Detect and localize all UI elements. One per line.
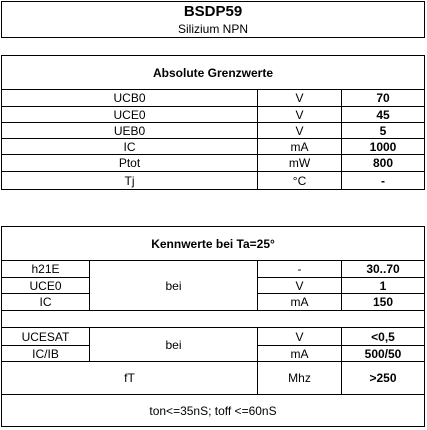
value-cell: 45 (376, 107, 390, 122)
divider (2, 310, 424, 311)
ft-unit-cell: Mhz (288, 371, 311, 385)
value-cell: 5 (379, 123, 387, 138)
header-block (1, 1, 425, 38)
value-cell: <0,5 (371, 329, 395, 344)
param-cell: UCE0 (113, 107, 146, 122)
unit-cell: V (295, 107, 304, 122)
param-cell: IC/IB (32, 346, 59, 361)
param-cell: h21E (31, 262, 60, 276)
value-cell: 70 (376, 91, 390, 105)
value-cell: 150 (372, 295, 394, 309)
ft-param-cell: fT (124, 371, 135, 385)
part-title: BSDP59 (183, 3, 243, 20)
param-cell: IC (39, 295, 52, 309)
param-cell: UCB0 (113, 91, 146, 105)
characteristics-title: Kennwerte bei Ta=25° (151, 236, 275, 251)
value-cell: 500/50 (364, 346, 402, 361)
unit-cell: mA (290, 295, 309, 309)
unit-cell: mW (288, 156, 311, 170)
param-cell: Tj (124, 173, 135, 188)
param-cell: IC (123, 139, 136, 154)
condition-cell: bei (165, 337, 182, 352)
param-cell: UCE0 (29, 278, 62, 293)
absolute-ratings-table (1, 55, 425, 190)
unit-cell: V (295, 91, 304, 105)
unit-cell: V (295, 329, 304, 344)
unit-cell: V (295, 123, 304, 138)
unit-cell: mA (290, 139, 309, 154)
value-cell: 1 (379, 278, 387, 293)
unit-cell: V (295, 278, 304, 293)
unit-cell: - (297, 262, 302, 276)
value-cell: 800 (372, 156, 394, 170)
unit-cell: °C (292, 173, 307, 188)
switching-times-note: ton<=35nS; toff <=60nS (149, 403, 277, 418)
condition-cell: bei (165, 278, 182, 293)
part-subtitle: Silizium NPN (177, 21, 248, 36)
absolute-ratings-title: Absolute Grenzwerte (152, 66, 274, 80)
param-cell: Ptot (118, 156, 141, 170)
param-cell: UCESAT (21, 329, 70, 344)
characteristics-table (1, 226, 425, 427)
value-cell: - (381, 173, 385, 188)
value-cell: 30..70 (366, 262, 400, 276)
ft-value-cell: >250 (369, 371, 397, 385)
unit-cell: mA (290, 346, 309, 361)
param-cell: UEB0 (113, 123, 146, 138)
value-cell: 1000 (369, 139, 397, 154)
